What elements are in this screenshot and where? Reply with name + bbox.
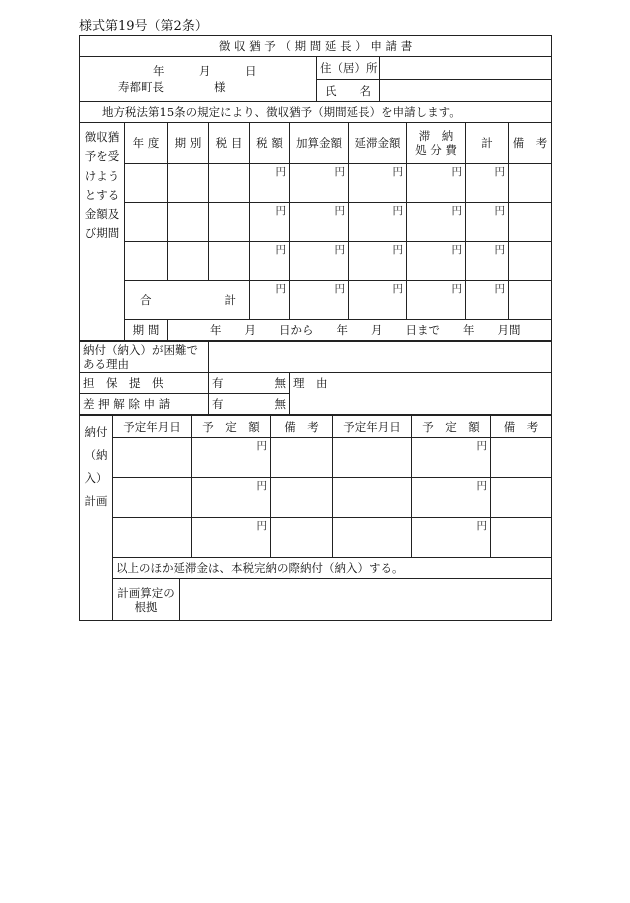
reason-table xyxy=(79,341,552,415)
plan-date-field[interactable] xyxy=(333,518,412,558)
total-additional[interactable]: 円 xyxy=(290,281,349,320)
tax-amount-field[interactable]: 円 xyxy=(250,203,290,242)
additional-field[interactable]: 円 xyxy=(290,203,349,242)
reason-label: 納付（納入）が困難である理由 xyxy=(80,342,209,373)
header-term: 期 別 xyxy=(168,123,209,164)
plan-header-remarks-2: 備 考 xyxy=(491,416,552,438)
total-label-left: 合 xyxy=(140,293,152,307)
plan-header-remarks-1: 備 考 xyxy=(271,416,333,438)
plan-remarks-field[interactable] xyxy=(271,438,333,478)
collateral-yes[interactable]: 有 xyxy=(212,376,224,390)
header-disposition-cost: 滞 納 処 分 費 xyxy=(407,123,466,164)
address-label: 住（居）所 xyxy=(317,57,380,80)
remarks-field[interactable] xyxy=(509,203,552,242)
plan-note: 以上のほか延滞金は、本税完納の際納付（納入）する。 xyxy=(113,558,552,579)
plan-header-date-2: 予定年月日 xyxy=(333,416,412,438)
plan-header-date-1: 予定年月日 xyxy=(113,416,192,438)
total-delinquency[interactable]: 円 xyxy=(349,281,407,320)
remarks-field[interactable] xyxy=(509,242,552,281)
payment-plan-table xyxy=(79,415,552,621)
tax-amount-field[interactable]: 円 xyxy=(250,164,290,203)
table-row xyxy=(80,438,552,478)
year-field[interactable] xyxy=(125,203,168,242)
plan-amount-field[interactable]: 円 xyxy=(412,478,491,518)
plan-header-amount-1: 予 定 額 xyxy=(192,416,271,438)
date-line: 年 月 日 xyxy=(153,64,257,78)
release-yes[interactable]: 有 xyxy=(212,397,224,411)
addressee: 寿都町長 xyxy=(118,80,164,94)
total-tax-amount[interactable]: 円 xyxy=(250,281,290,320)
plan-basis-label: 計画算定の根拠 xyxy=(113,579,180,621)
plan-date-field[interactable] xyxy=(113,478,192,518)
collateral-reason[interactable] xyxy=(290,373,552,415)
tax-item-field[interactable] xyxy=(209,203,250,242)
plan-remarks-field[interactable] xyxy=(491,518,552,558)
total-label-cell xyxy=(125,281,250,320)
total-remarks[interactable] xyxy=(509,281,552,320)
header-delinquency: 延滞金額 xyxy=(349,123,407,164)
plan-amount-field[interactable]: 円 xyxy=(412,518,491,558)
header-tax-item: 税 目 xyxy=(209,123,250,164)
plan-amount-field[interactable]: 円 xyxy=(192,518,271,558)
disposition-field[interactable]: 円 xyxy=(407,203,466,242)
year-field[interactable] xyxy=(125,242,168,281)
table-row xyxy=(80,203,552,242)
form-title: 徴 収 猶 予 （ 期 間 延 長 ） 申 請 書 xyxy=(80,36,552,57)
plan-date-field[interactable] xyxy=(333,478,412,518)
release-no[interactable]: 無 xyxy=(274,397,286,411)
period-text[interactable]: 年 月 日から 年 月 日まで 年 月間 xyxy=(168,320,552,341)
total-field[interactable]: 円 xyxy=(466,242,509,281)
plan-remarks-field[interactable] xyxy=(271,518,333,558)
plan-date-field[interactable] xyxy=(113,518,192,558)
release-label: 差 押 解 除 申 請 xyxy=(80,394,209,415)
statement: 地方税法第15条の規定により、徴収猶予（期間延長）を申請します。 xyxy=(80,102,552,123)
plan-side-label: 納付（納入）計画 xyxy=(80,416,113,621)
plan-basis-field[interactable] xyxy=(180,579,552,621)
tax-item-field[interactable] xyxy=(209,242,250,281)
honorific: 様 xyxy=(214,80,226,94)
header-additional: 加算金額 xyxy=(290,123,349,164)
table-row xyxy=(80,518,552,558)
release-choice[interactable] xyxy=(209,394,290,415)
remarks-field[interactable] xyxy=(509,164,552,203)
header-tax-amount: 税 額 xyxy=(250,123,290,164)
name-field[interactable] xyxy=(380,80,552,102)
disposition-field[interactable]: 円 xyxy=(407,164,466,203)
collateral-choice[interactable] xyxy=(209,373,290,394)
address-field[interactable] xyxy=(380,57,552,80)
period-label: 期 間 xyxy=(125,320,168,341)
year-field[interactable] xyxy=(125,164,168,203)
total-disposition[interactable]: 円 xyxy=(407,281,466,320)
table-row xyxy=(80,242,552,281)
disposition-field[interactable]: 円 xyxy=(407,242,466,281)
amount-period-side-label: 徴収猶予を受けようとする金額及び期間 xyxy=(80,123,125,341)
term-field[interactable] xyxy=(168,164,209,203)
collateral-no[interactable]: 無 xyxy=(274,376,286,390)
reason-short-label: 理 由 xyxy=(293,376,328,390)
tax-item-field[interactable] xyxy=(209,164,250,203)
header-total: 計 xyxy=(466,123,509,164)
plan-amount-field[interactable]: 円 xyxy=(192,478,271,518)
term-field[interactable] xyxy=(168,242,209,281)
application-header-table xyxy=(79,35,552,123)
delinquency-field[interactable]: 円 xyxy=(349,203,407,242)
reason-field[interactable] xyxy=(209,342,552,373)
collateral-label xyxy=(80,373,209,394)
plan-date-field[interactable] xyxy=(113,438,192,478)
plan-remarks-field[interactable] xyxy=(271,478,333,518)
additional-field[interactable]: 円 xyxy=(290,242,349,281)
amounts-table xyxy=(79,122,552,341)
name-label: 氏 名 xyxy=(317,80,380,102)
total-field[interactable]: 円 xyxy=(466,203,509,242)
form-number: 様式第19号（第2条） xyxy=(79,19,208,34)
table-row xyxy=(80,478,552,518)
delinquency-field[interactable]: 円 xyxy=(349,242,407,281)
plan-amount-field[interactable]: 円 xyxy=(192,438,271,478)
delinquency-field[interactable]: 円 xyxy=(349,164,407,203)
plan-date-field[interactable] xyxy=(333,438,412,478)
tax-amount-field[interactable]: 円 xyxy=(250,242,290,281)
collateral-label-text: 担 保 提 供 xyxy=(83,376,164,390)
table-row xyxy=(80,164,552,203)
term-field[interactable] xyxy=(168,203,209,242)
period-row xyxy=(80,320,552,341)
plan-amount-field[interactable]: 円 xyxy=(412,438,491,478)
header-remarks: 備 考 xyxy=(509,123,552,164)
plan-header-amount-2: 予 定 額 xyxy=(412,416,491,438)
total-label-right: 計 xyxy=(224,293,236,307)
plan-remarks-field[interactable] xyxy=(491,478,552,518)
plan-remarks-field[interactable] xyxy=(491,438,552,478)
total-field[interactable]: 円 xyxy=(466,164,509,203)
additional-field[interactable]: 円 xyxy=(290,164,349,203)
total-total[interactable]: 円 xyxy=(466,281,509,320)
header-year: 年 度 xyxy=(125,123,168,164)
total-row xyxy=(80,281,552,320)
date-addressee-cell xyxy=(80,57,317,102)
